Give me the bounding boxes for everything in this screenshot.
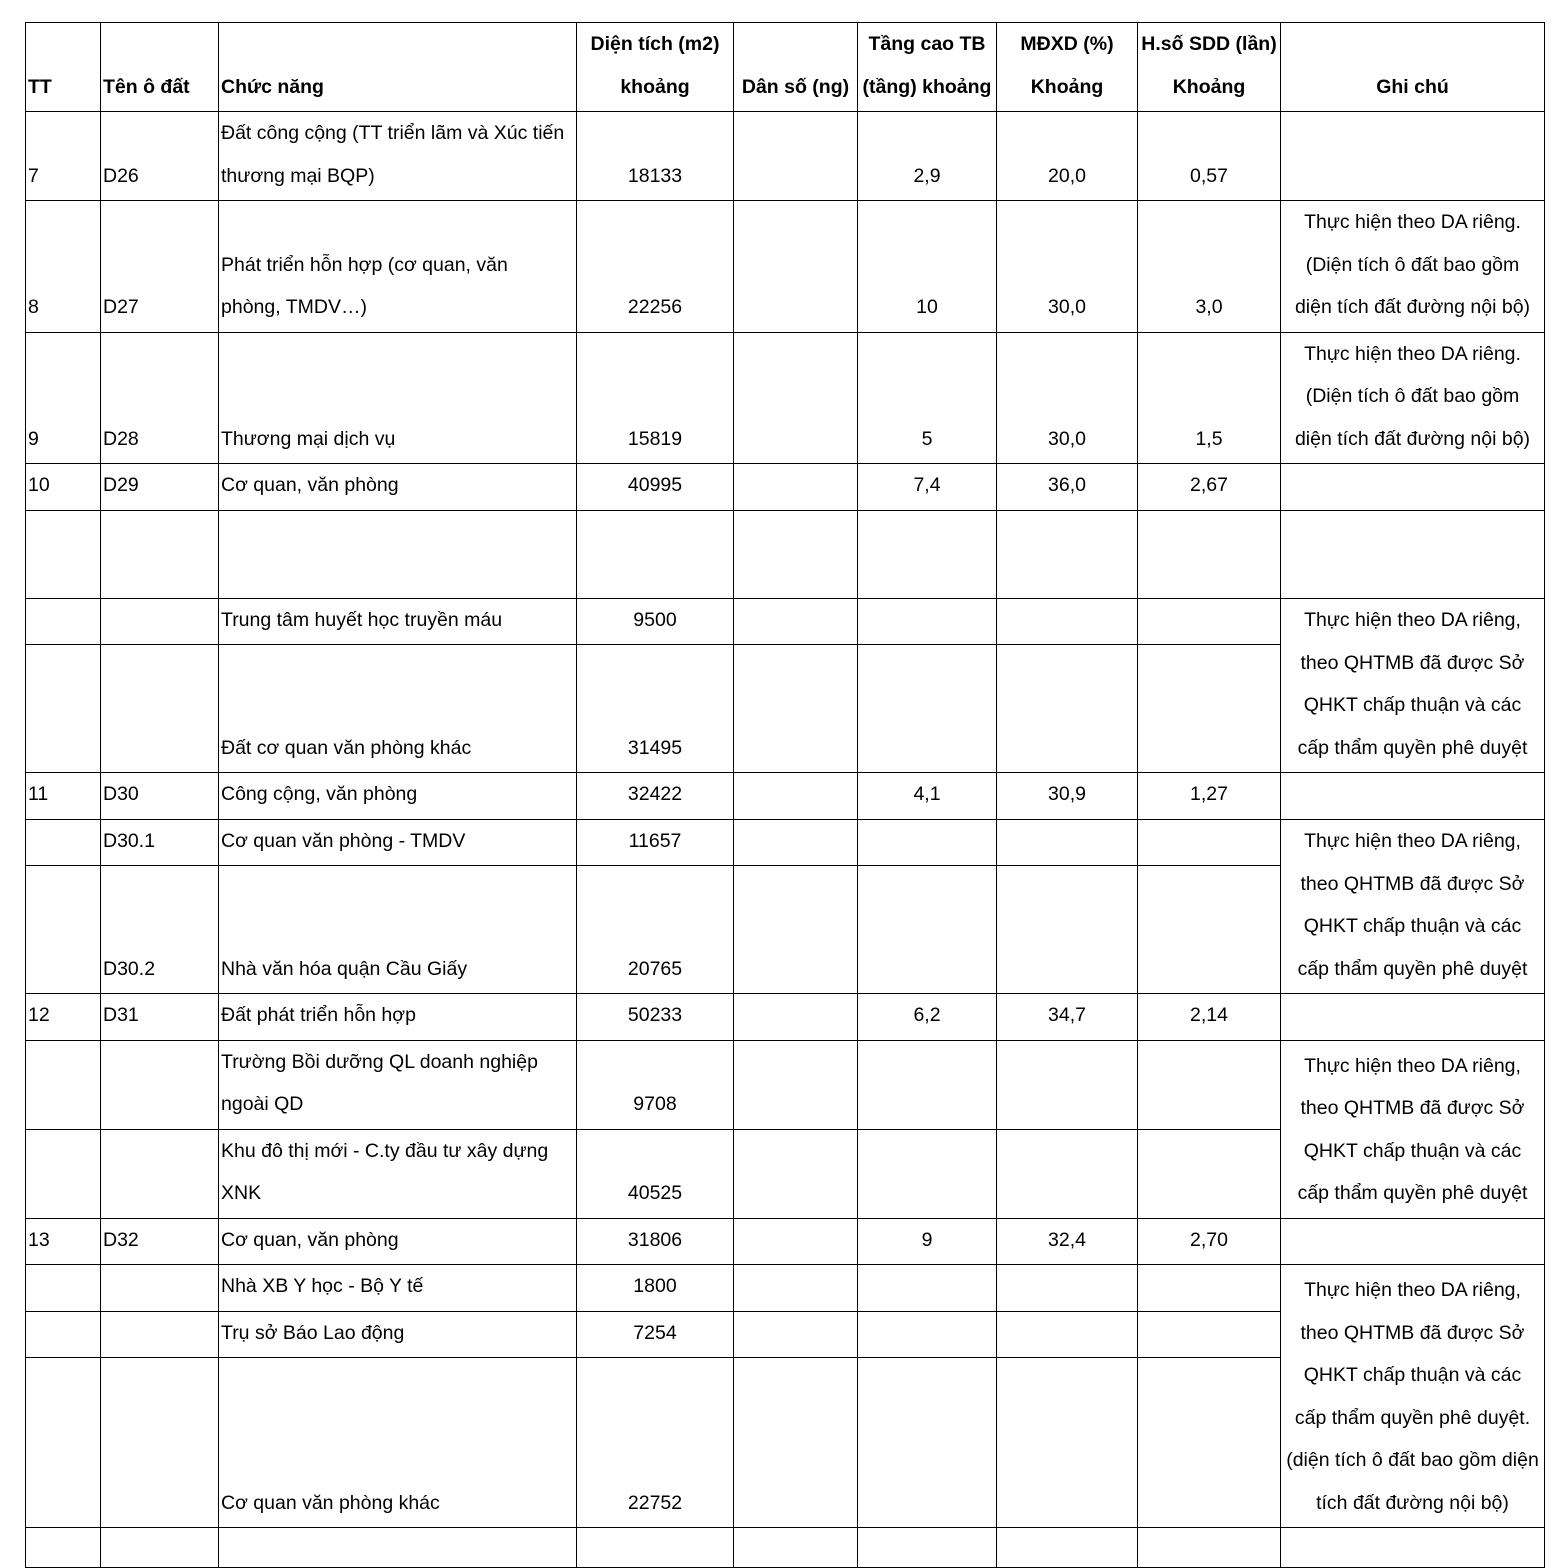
cell-floors [858, 1358, 997, 1528]
cell-function: Cơ quan, văn phòng [219, 1218, 577, 1265]
table-row [26, 1218, 1545, 1265]
cell-population [734, 1129, 858, 1218]
cell-tt [26, 819, 101, 866]
cell-function [219, 112, 577, 201]
cell-floors: 7,4 [858, 464, 997, 511]
cell-area: 9708 [577, 1040, 734, 1129]
cell-density [997, 510, 1138, 598]
cell-floors [858, 866, 997, 994]
header-tt: TT [26, 23, 101, 112]
note-line: Thực hiện theo DA riêng, [1304, 1054, 1521, 1077]
cell-note [1281, 994, 1545, 1041]
cell-floors: 6,2 [858, 994, 997, 1041]
cell-density [997, 1129, 1138, 1218]
cell-far [1138, 1040, 1281, 1129]
cell-function: Trụ sở Báo Lao động [219, 1311, 577, 1358]
cell-empty [101, 1528, 219, 1568]
cell-area: 20765 [577, 866, 734, 994]
cell-note-merged [1281, 1265, 1545, 1528]
cell-area [577, 510, 734, 598]
cell-function: Công cộng, văn phòng [219, 773, 577, 820]
cell-name [101, 645, 219, 773]
cell-population [734, 866, 858, 994]
cell-density [997, 1265, 1138, 1312]
cell-empty [858, 1528, 997, 1568]
cell-density [997, 645, 1138, 773]
cell-far [1138, 645, 1281, 773]
cell-far [1138, 598, 1281, 645]
cell-density: 30,0 [997, 201, 1138, 333]
cell-far [1138, 510, 1281, 598]
cell-name [101, 1129, 219, 1218]
cell-area: 22256 [577, 201, 734, 333]
cell-area: 15819 [577, 332, 734, 464]
cell-name: D31 [101, 994, 219, 1041]
cell-note [1281, 1218, 1545, 1265]
cell-function [219, 510, 577, 598]
note-line: cấp thẩm quyền phê duyệt [1297, 1182, 1528, 1204]
cell-tt: 10 [26, 464, 101, 511]
cell-tt [26, 1129, 101, 1218]
header-area-line: Diện tích (m2) [590, 33, 720, 55]
cell-far: 3,0 [1138, 201, 1281, 333]
cell-area: 50233 [577, 994, 734, 1041]
cell-floors: 2,9 [858, 112, 997, 201]
cell-area: 9500 [577, 598, 734, 645]
cell-density [997, 1358, 1138, 1528]
cell-density [997, 598, 1138, 645]
cell-far [1138, 1129, 1281, 1218]
function-line: phòng, TMDV…) [221, 296, 367, 318]
cell-empty [1281, 1528, 1545, 1568]
note-line: QHKT chấp thuận và các [1303, 1364, 1522, 1386]
cell-name: D26 [101, 112, 219, 201]
header-floors [858, 23, 997, 112]
note-line: QHKT chấp thuận và các [1303, 1139, 1522, 1162]
cell-area: 7254 [577, 1311, 734, 1358]
note-line: QHKT chấp thuận và các [1303, 694, 1522, 716]
cell-tt [26, 645, 101, 773]
table-row [26, 332, 1545, 464]
table-row [26, 819, 1545, 866]
table-row [26, 598, 1545, 645]
cell-name: D30.2 [101, 866, 219, 994]
cell-floors [858, 1129, 997, 1218]
cell-far [1138, 819, 1281, 866]
cell-function: Đất cơ quan văn phòng khác [219, 645, 577, 773]
cell-far: 1,5 [1138, 332, 1281, 464]
table-row [26, 1265, 1545, 1312]
cell-note-merged [1281, 819, 1545, 994]
note-line: cấp thẩm quyền phê duyệt. [1294, 1406, 1531, 1429]
note-line: cấp thẩm quyền phê duyệt [1297, 736, 1528, 759]
cell-floors [858, 1265, 997, 1312]
cell-function [219, 1040, 577, 1129]
cell-function: Cơ quan văn phòng - TMDV [219, 819, 577, 866]
cell-population [734, 1311, 858, 1358]
note-line: (Diện tích ô đất bao gồm [1305, 253, 1520, 276]
cell-tt: 11 [26, 773, 101, 820]
cell-tt [26, 1358, 101, 1528]
cell-density: 30,0 [997, 332, 1138, 464]
cell-population [734, 112, 858, 201]
cell-note [1281, 112, 1545, 201]
cell-far: 2,14 [1138, 994, 1281, 1041]
cell-tt [26, 1265, 101, 1312]
cell-empty [1138, 1528, 1281, 1568]
cell-area: 32422 [577, 773, 734, 820]
cell-name: D30 [101, 773, 219, 820]
header-function: Chức năng [219, 23, 577, 112]
cell-name [101, 598, 219, 645]
cell-tt [26, 866, 101, 994]
cell-population [734, 1265, 858, 1312]
cell-tt: 9 [26, 332, 101, 464]
cell-floors [858, 645, 997, 773]
cell-function [219, 201, 577, 333]
cell-population [734, 819, 858, 866]
header-far-line: H.số SDD (lần) [1141, 33, 1277, 55]
table-row [26, 464, 1545, 511]
cell-area: 40525 [577, 1129, 734, 1218]
note-line: Thực hiện theo DA riêng. [1304, 211, 1521, 233]
function-line: Đất công cộng (TT triển lãm và Xúc tiến [221, 122, 565, 144]
cell-name [101, 1311, 219, 1358]
cell-population [734, 1218, 858, 1265]
note-line: Thực hiện theo DA riêng, [1304, 830, 1521, 852]
cell-floors: 4,1 [858, 773, 997, 820]
cell-far [1138, 1358, 1281, 1528]
function-line: thương mại BQP) [221, 164, 375, 187]
note-line: diện tích đất đường nội bộ) [1294, 296, 1531, 318]
cell-population [734, 332, 858, 464]
note-line: (Diện tích ô đất bao gồm [1305, 385, 1520, 407]
cell-area: 31806 [577, 1218, 734, 1265]
cell-function: Thương mại dịch vụ [219, 332, 577, 464]
cell-density: 36,0 [997, 464, 1138, 511]
cell-empty [26, 1528, 101, 1568]
cell-population [734, 645, 858, 773]
header-floors-line: Tầng cao TB [868, 33, 986, 55]
cell-population [734, 464, 858, 511]
header-row [26, 23, 1545, 112]
cell-name: D28 [101, 332, 219, 464]
cell-empty [577, 1528, 734, 1568]
note-line: theo QHTMB đã được Sở [1300, 872, 1525, 895]
cell-name: D27 [101, 201, 219, 333]
cell-tt [26, 510, 101, 598]
table-row [26, 994, 1545, 1041]
cell-density: 30,9 [997, 773, 1138, 820]
cell-name [101, 510, 219, 598]
function-line: Khu đô thị mới - C.ty đầu tư xây dựng [221, 1139, 549, 1162]
table-row [26, 1040, 1545, 1129]
cell-area: 22752 [577, 1358, 734, 1528]
function-line: ngoài QD [221, 1093, 304, 1115]
function-line: XNK [221, 1182, 262, 1204]
note-line: (diện tích ô đất bao gồm diện [1286, 1449, 1539, 1471]
cell-floors [858, 598, 997, 645]
cell-far: 2,67 [1138, 464, 1281, 511]
cell-name: D32 [101, 1218, 219, 1265]
cell-population [734, 994, 858, 1041]
note-line: Thực hiện theo DA riêng. [1304, 342, 1521, 365]
header-population: Dân số (ng) [734, 23, 858, 112]
cell-function: Cơ quan, văn phòng [219, 464, 577, 511]
header-note: Ghi chú [1281, 23, 1545, 112]
cell-density [997, 819, 1138, 866]
cell-note-merged [1281, 598, 1545, 773]
cell-far: 0,57 [1138, 112, 1281, 201]
cell-area: 31495 [577, 645, 734, 773]
cell-population [734, 1040, 858, 1129]
cell-density: 32,4 [997, 1218, 1138, 1265]
cell-population [734, 773, 858, 820]
cell-area: 11657 [577, 819, 734, 866]
cell-tt: 7 [26, 112, 101, 201]
cell-note-merged [1281, 1040, 1545, 1218]
cell-empty [734, 1528, 858, 1568]
cell-population [734, 1358, 858, 1528]
cell-name: D29 [101, 464, 219, 511]
table-row [26, 201, 1545, 333]
table-row [26, 510, 1545, 598]
cell-name [101, 1358, 219, 1528]
cell-tt [26, 1311, 101, 1358]
cell-tt: 12 [26, 994, 101, 1041]
note-line: Thực hiện theo DA riêng, [1304, 609, 1521, 631]
cell-area: 18133 [577, 112, 734, 201]
cell-far [1138, 866, 1281, 994]
cell-floors [858, 510, 997, 598]
cell-note [1281, 464, 1545, 511]
function-line: Trường Bồi dưỡng QL doanh nghiệp [221, 1050, 538, 1073]
cell-note [1281, 510, 1545, 598]
land-use-table [25, 22, 1545, 1568]
cell-density [997, 1311, 1138, 1358]
cell-far: 1,27 [1138, 773, 1281, 820]
cell-empty [219, 1528, 577, 1568]
header-density-line: Khoảng [1030, 75, 1104, 98]
cell-empty [997, 1528, 1138, 1568]
cell-area: 1800 [577, 1265, 734, 1312]
cell-floors [858, 1311, 997, 1358]
cell-function: Nhà văn hóa quận Cầu Giấy [219, 866, 577, 994]
note-line: diện tích đất đường nội bộ) [1294, 427, 1531, 450]
function-line: Phát triển hỗn hợp (cơ quan, văn [221, 253, 508, 276]
cell-tt [26, 598, 101, 645]
cell-name: D30.1 [101, 819, 219, 866]
cell-tt: 8 [26, 201, 101, 333]
cell-population [734, 598, 858, 645]
table-row [26, 112, 1545, 201]
cell-note [1281, 773, 1545, 820]
note-line: cấp thẩm quyền phê duyệt [1297, 957, 1528, 980]
table-row [26, 773, 1545, 820]
cell-tt: 13 [26, 1218, 101, 1265]
cell-population [734, 201, 858, 333]
cell-function: Cơ quan văn phòng khác [219, 1358, 577, 1528]
cell-note [1281, 332, 1545, 464]
cell-floors: 9 [858, 1218, 997, 1265]
cell-area: 40995 [577, 464, 734, 511]
note-line: theo QHTMB đã được Sở [1300, 1321, 1525, 1344]
cell-floors [858, 819, 997, 866]
cell-density: 20,0 [997, 112, 1138, 201]
header-floors-line: (tầng) khoảng [862, 75, 992, 98]
header-area-line: khoảng [620, 75, 690, 98]
note-line: Thực hiện theo DA riêng, [1304, 1279, 1521, 1301]
header-area [577, 23, 734, 112]
cell-function: Trung tâm huyết học truyền máu [219, 598, 577, 645]
header-name: Tên ô đất [101, 23, 219, 112]
cell-density: 34,7 [997, 994, 1138, 1041]
cell-note [1281, 201, 1545, 333]
header-density [997, 23, 1138, 112]
cell-population [734, 510, 858, 598]
cell-function: Nhà XB Y học - Bộ Y tế [219, 1265, 577, 1312]
cell-function [219, 1129, 577, 1218]
note-line: tích đất đường nội bộ) [1316, 1491, 1509, 1514]
cell-floors: 10 [858, 201, 997, 333]
cell-tt [26, 1040, 101, 1129]
header-far [1138, 23, 1281, 112]
cell-density [997, 1040, 1138, 1129]
cell-far [1138, 1311, 1281, 1358]
table-row-partial [26, 1528, 1545, 1568]
cell-far: 2,70 [1138, 1218, 1281, 1265]
cell-name [101, 1265, 219, 1312]
cell-floors: 5 [858, 332, 997, 464]
cell-far [1138, 1265, 1281, 1312]
cell-density [997, 866, 1138, 994]
header-density-line: MĐXD (%) [1020, 33, 1114, 55]
cell-function: Đất phát triển hỗn hợp [219, 994, 577, 1041]
note-line: theo QHTMB đã được Sở [1300, 651, 1525, 674]
note-line: theo QHTMB đã được Sở [1300, 1097, 1525, 1119]
cell-name [101, 1040, 219, 1129]
cell-floors [858, 1040, 997, 1129]
header-far-line: Khoảng [1172, 75, 1246, 98]
note-line: QHKT chấp thuận và các [1303, 915, 1522, 937]
